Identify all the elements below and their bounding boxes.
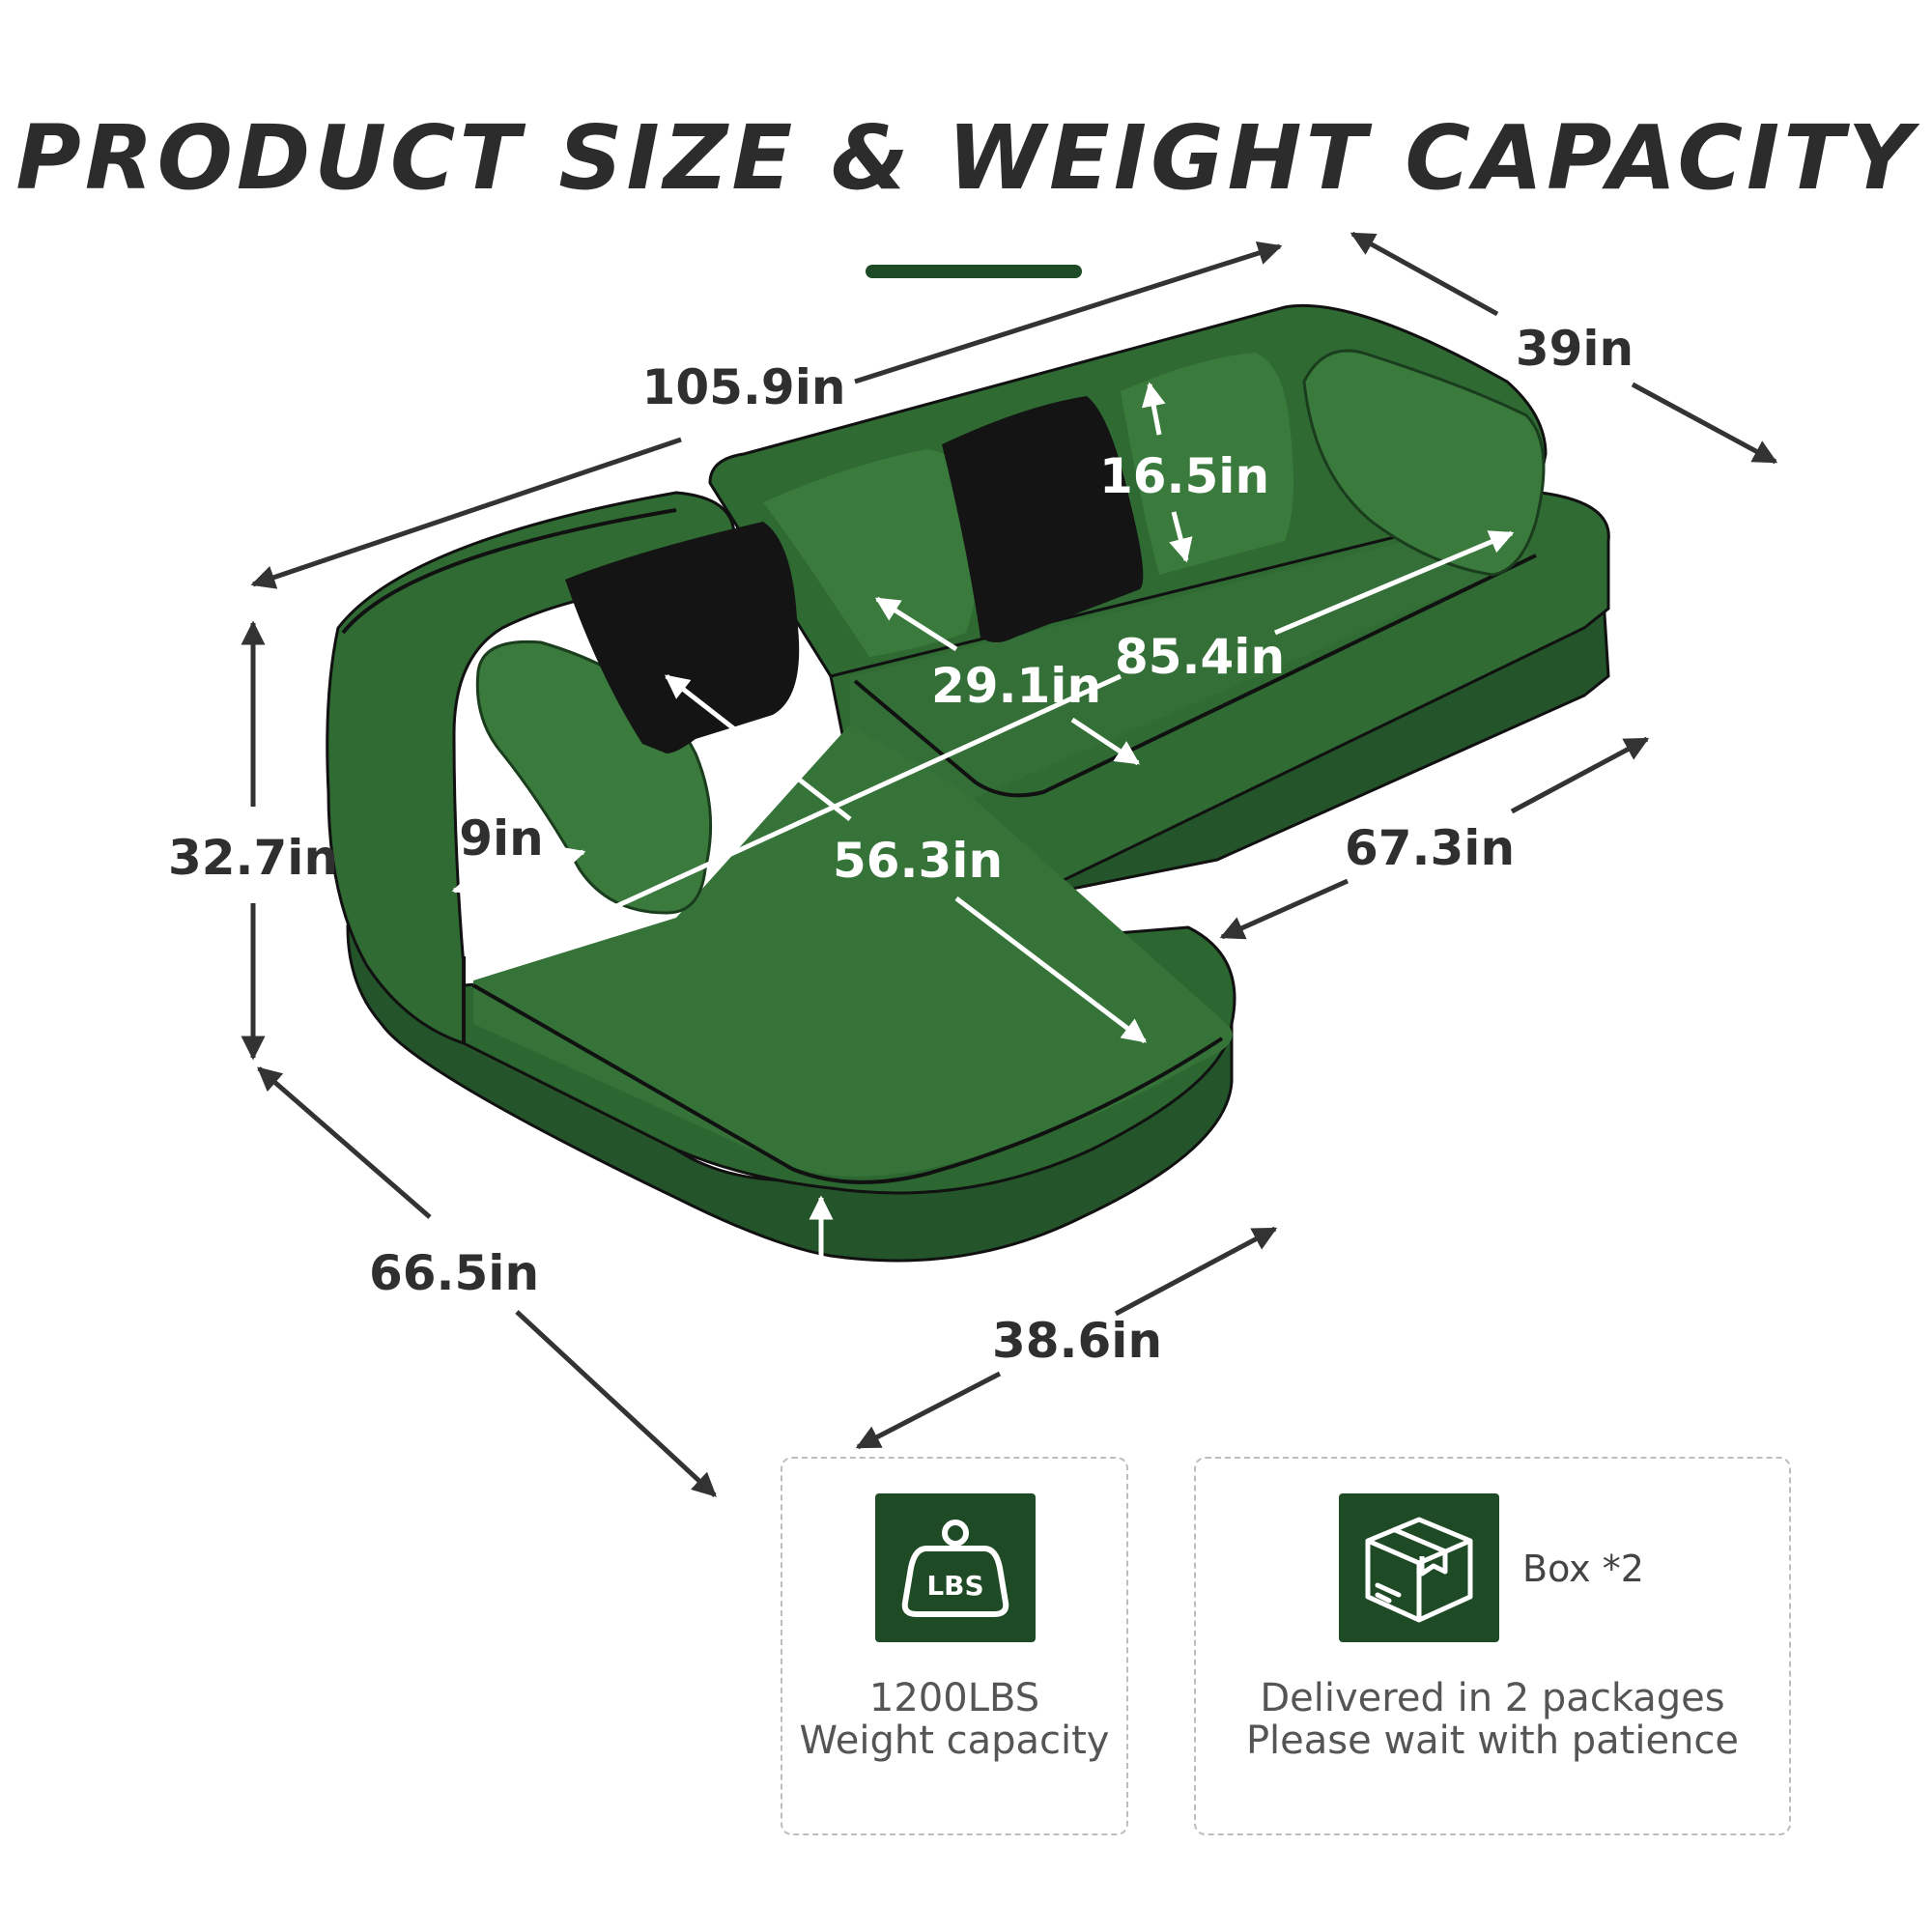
label-right-length: 67.3in [1344,820,1516,876]
arrow-right-length-b [1512,739,1647,811]
label-seat-height: 16.5in [743,1267,915,1323]
arrow-chaise-width-a [858,1374,1000,1447]
weight-lbs-icon [875,1493,1036,1642]
label-diagonal: 56.3in [832,833,1004,889]
label-depth: 39in [1515,321,1634,377]
package-box-icon [1339,1493,1499,1642]
label-back-height: 16.5in [1098,448,1270,504]
packages-card [1194,1457,1791,1835]
arrow-chaise-width-b [1116,1229,1275,1314]
label-chaise-width: 38.6in [991,1313,1163,1369]
label-height: 32.7in [167,830,339,886]
packages-text [1196,1677,1789,1762]
weight-capacity-card [781,1457,1128,1835]
arrow-chaise-length-b [517,1312,715,1495]
weight-capacity-value: 1200LBS [868,1676,1040,1720]
arrow-depth-a [1352,234,1497,314]
label-armrest: 9in [459,810,544,867]
weight-capacity-text [782,1677,1126,1762]
lbs-icon-text: LBS [926,1570,984,1602]
label-overall-width: 105.9in [641,359,846,415]
arrow-depth-b [1633,384,1776,462]
sofa-illustration [327,305,1609,1261]
arrow-chaise-length-a [259,1068,430,1217]
packages-line-1: Delivered in 2 packages [1260,1676,1725,1720]
label-seat-width: 85.4in [1114,629,1286,685]
label-seat-depth: 29.1in [930,658,1102,714]
page-title: PRODUCT SIZE & WEIGHT CAPACITY [15,106,1917,210]
box-count: Box *2 [1522,1548,1644,1590]
label-chaise-length: 66.5in [368,1245,540,1301]
packages-line-2: Please wait with patience [1245,1719,1740,1763]
weight-capacity-label: Weight capacity [799,1719,1110,1763]
arrow-right-length-a [1222,881,1348,937]
